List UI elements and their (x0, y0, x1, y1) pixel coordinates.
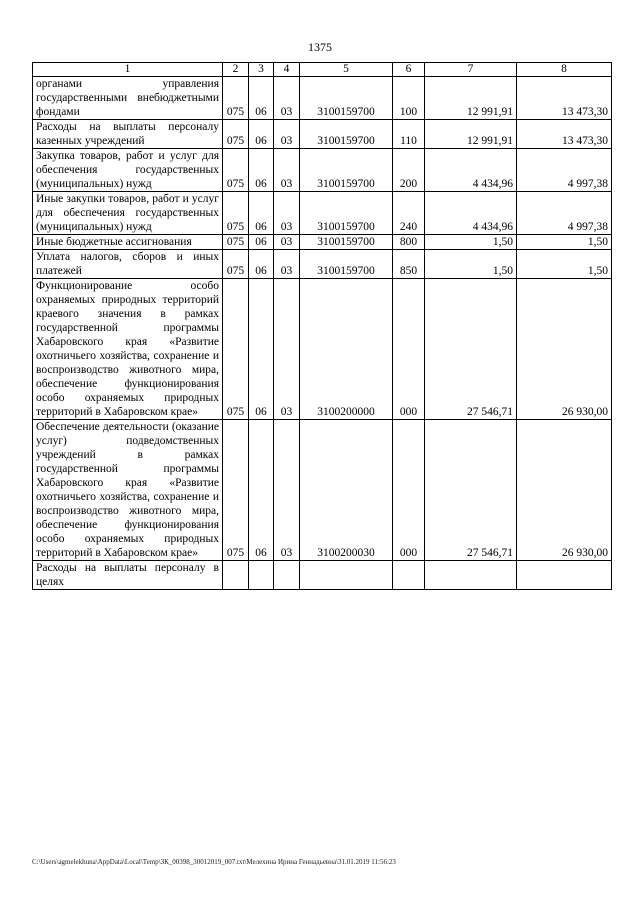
row-subsection-code: 03 (274, 279, 300, 420)
row-subsection-code: 03 (274, 120, 300, 149)
row-expense-type (393, 561, 425, 590)
file-path-footer: C:\Users\agmelekhuna\AppData\Local\Temp\ЗК_00398_30012019_007.txt\Мелехина Ирина Геннадьевна\31.01.2019 11:56:23 (32, 858, 396, 866)
row-amount-year2: 4 997,38 (517, 192, 612, 235)
row-target-article: 3100200030 (300, 420, 393, 561)
header-col-4: 4 (274, 63, 300, 77)
header-col-2: 2 (223, 63, 249, 77)
table-row (33, 235, 612, 250)
row-subsection-code: 03 (274, 77, 300, 120)
row-section-code: 06 (249, 120, 274, 149)
row-ministry-code: 075 (223, 77, 249, 120)
row-subsection-code: 03 (274, 235, 300, 250)
row-amount-year1: 12 991,91 (425, 120, 517, 149)
table-row (33, 77, 612, 120)
row-subsection-code: 03 (274, 149, 300, 192)
row-name: Закупка товаров, работ и услуг для обеспечения государственных (муниципальных) нужд (33, 149, 223, 192)
table-row (33, 192, 612, 235)
row-subsection-code: 03 (274, 420, 300, 561)
row-section-code: 06 (249, 77, 274, 120)
header-col-1: 1 (33, 63, 223, 77)
row-target-article (300, 561, 393, 590)
row-amount-year2: 26 930,00 (517, 420, 612, 561)
row-amount-year1: 4 434,96 (425, 149, 517, 192)
row-amount-year2: 13 473,30 (517, 120, 612, 149)
row-ministry-code (223, 561, 249, 590)
row-amount-year2: 26 930,00 (517, 279, 612, 420)
row-name: Расходы на выплаты персоналу в целях (33, 561, 223, 590)
row-name: Уплата налогов, сборов и иных платежей (33, 250, 223, 279)
row-amount-year1: 27 546,71 (425, 420, 517, 561)
row-amount-year1: 27 546,71 (425, 279, 517, 420)
row-name: Иные закупки товаров, работ и услуг для обеспечения государственных (муниципальных) нужд (33, 192, 223, 235)
table-row (33, 149, 612, 192)
row-expense-type: 000 (393, 420, 425, 561)
row-subsection-code: 03 (274, 250, 300, 279)
page-number: 1375 (308, 40, 332, 54)
row-name: органами управления государственными внебюджетными фондами (33, 77, 223, 120)
row-target-article: 3100200000 (300, 279, 393, 420)
row-name: Расходы на выплаты персоналу казенных учреждений (33, 120, 223, 149)
header-col-5: 5 (300, 63, 393, 77)
row-ministry-code: 075 (223, 279, 249, 420)
row-target-article: 3100159700 (300, 149, 393, 192)
row-target-article: 3100159700 (300, 250, 393, 279)
row-name: Иные бюджетные ассигнования (33, 235, 223, 250)
table-row (33, 279, 612, 420)
header-col-7: 7 (425, 63, 517, 77)
row-name: Функционирование особо охраняемых природных территорий краевого значения в рамках государственной программы Хабаровского края «Развитие охотничьего хозяйства, сохранение и воспроизводство животного мира, обеспечение функционирования особо охраняемых природных территорий в Хабаровском крае» (33, 279, 223, 420)
row-ministry-code: 075 (223, 420, 249, 561)
row-section-code: 06 (249, 192, 274, 235)
row-expense-type: 000 (393, 279, 425, 420)
row-expense-type: 200 (393, 149, 425, 192)
row-amount-year1: 12 991,91 (425, 77, 517, 120)
budget-table (32, 62, 612, 590)
row-subsection-code: 03 (274, 192, 300, 235)
row-name: Обеспечение деятельности (оказание услуг) подведомственных учреждений в рамках государственной программы Хабаровского края «Развитие охотничьего хозяйства, сохранение и воспроизводство животного мира, обеспечение функционирования особо охраняемых природных территорий в Хабаровском крае» (33, 420, 223, 561)
row-amount-year2: 1,50 (517, 250, 612, 279)
row-amount-year1: 4 434,96 (425, 192, 517, 235)
row-expense-type: 100 (393, 77, 425, 120)
row-amount-year2: 4 997,38 (517, 149, 612, 192)
header-col-3: 3 (249, 63, 274, 77)
row-section-code: 06 (249, 420, 274, 561)
row-ministry-code: 075 (223, 235, 249, 250)
row-expense-type: 110 (393, 120, 425, 149)
row-ministry-code: 075 (223, 120, 249, 149)
row-section-code (249, 561, 274, 590)
row-section-code: 06 (249, 250, 274, 279)
row-section-code: 06 (249, 235, 274, 250)
header-col-8: 8 (517, 63, 612, 77)
table-row (33, 561, 612, 590)
row-target-article: 3100159700 (300, 77, 393, 120)
row-amount-year2: 13 473,30 (517, 77, 612, 120)
row-expense-type: 800 (393, 235, 425, 250)
row-ministry-code: 075 (223, 192, 249, 235)
table-row (33, 420, 612, 561)
row-subsection-code (274, 561, 300, 590)
header-col-6: 6 (393, 63, 425, 77)
row-ministry-code: 075 (223, 149, 249, 192)
row-amount-year1 (425, 561, 517, 590)
header-row (33, 63, 612, 77)
row-section-code: 06 (249, 279, 274, 420)
row-ministry-code: 075 (223, 250, 249, 279)
row-amount-year1: 1,50 (425, 235, 517, 250)
row-section-code: 06 (249, 149, 274, 192)
row-target-article: 3100159700 (300, 120, 393, 149)
row-amount-year1: 1,50 (425, 250, 517, 279)
table-row (33, 120, 612, 149)
row-amount-year2: 1,50 (517, 235, 612, 250)
row-expense-type: 240 (393, 192, 425, 235)
row-expense-type: 850 (393, 250, 425, 279)
table-row (33, 250, 612, 279)
row-target-article: 3100159700 (300, 235, 393, 250)
row-target-article: 3100159700 (300, 192, 393, 235)
row-amount-year2 (517, 561, 612, 590)
